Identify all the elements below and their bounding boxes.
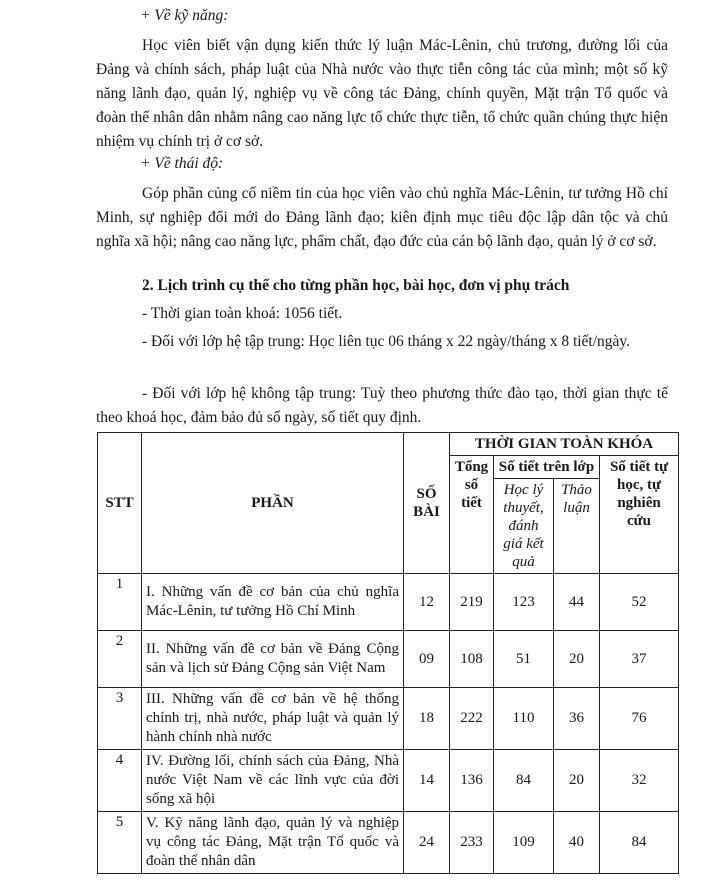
attitude-label: + Về thái độ: (140, 155, 224, 172)
row-thao-luan: 20 (554, 750, 600, 812)
full-time-class-line: - Đối với lớp hệ tập trung: Học liên tục 06 tháng x 22 ngày/tháng x 8 tiết/ngày. (142, 333, 631, 350)
row-so-bai: 24 (404, 812, 450, 874)
row-so-bai: 14 (404, 750, 450, 812)
header-thoi-gian-toan-khoa: THỜI GIAN TOÀN KHÓA (450, 433, 679, 456)
table-row (98, 631, 679, 688)
row-stt: 5 (98, 812, 142, 874)
row-tong: 108 (450, 631, 494, 688)
header-so-tiet-tren-lop: Số tiết trên lớp (494, 456, 600, 479)
part-time-class-line: - Đối với lớp hệ không tập trung: Tuỳ theo phương thức đào tạo, thời gian thực tế theo khoá học, đảm bảo đủ số ngày, số tiết quy định. (96, 385, 668, 426)
row-ly-thuyet: 84 (494, 750, 554, 812)
row-so-bai: 09 (404, 631, 450, 688)
row-ly-thuyet: 123 (494, 574, 554, 631)
skills-paragraph: Học viên biết vận dụng kiến thức lý luận Mác-Lênin, chủ trương, đường lối của Đảng và chính sách, pháp luật của Nhà nước vào thực tiễn công tác của mình; một số kỹ năng lãnh đạo, quản lý, nghiệp vụ về công tác Đảng, chính quyền, Mặt trận Tổ quốc và đoàn thể nhân dân nhằm nâng cao năng lực tổ chức thực tiễn, tổ chức quần chúng thực hiện nhiệm vụ chính trị ở cơ sở. (96, 37, 668, 150)
row-phan: I. Những vấn đề cơ bản của chủ nghĩa Mác-Lênin, tư tưởng Hồ Chí Minh (142, 574, 404, 631)
header-stt: STT (98, 433, 142, 574)
row-thao-luan: 44 (554, 574, 600, 631)
header-tu-hoc: Số tiết tự học, tự nghiên cứu (600, 456, 679, 574)
header-thao-luan: Thảo luận (554, 479, 600, 574)
skills-label: + Về kỹ năng: (140, 7, 229, 24)
table-row (98, 812, 679, 874)
row-phan: IV. Đường lối, chính sách của Đảng, Nhà nước Việt Nam về các lĩnh vực của đời sống xã hội (142, 750, 404, 812)
row-stt: 3 (98, 688, 142, 750)
row-thao-luan: 36 (554, 688, 600, 750)
table-row (98, 574, 679, 631)
row-stt: 4 (98, 750, 142, 812)
row-tu-hoc: 76 (600, 688, 679, 750)
row-tong: 219 (450, 574, 494, 631)
row-ly-thuyet: 110 (494, 688, 554, 750)
row-thao-luan: 20 (554, 631, 600, 688)
row-tong: 136 (450, 750, 494, 812)
header-hoc-ly-thuyet: Học lý thuyết, đánh giá kết quả (494, 479, 554, 574)
row-ly-thuyet: 109 (494, 812, 554, 874)
row-phan: V. Kỹ năng lãnh đạo, quản lý và nghiệp vụ công tác Đảng, Mặt trận Tổ quốc và đoàn thể nhân dân (142, 812, 404, 874)
section-heading: 2. Lịch trình cụ thể cho từng phần học, bài học, đơn vị phụ trách (142, 277, 570, 294)
table-row (98, 688, 679, 750)
attitude-paragraph: Góp phần củng cố niềm tin của học viên vào chủ nghĩa Mác-Lênin, tư tưởng Hồ chí Minh, sự nghiệp đổi mới do Đảng lãnh đạo; kiên định mục tiêu độc lập dân tộc và chủ nghĩa xã hội; nâng cao năng lực, phẩm chất, đạo đức của cán bộ lãnh đạo, quản lý ở cơ sở. (96, 185, 668, 250)
row-tu-hoc: 37 (600, 631, 679, 688)
header-phan: PHẦN (142, 433, 404, 574)
header-tong-so-tiet: Tổng số tiết (450, 456, 494, 574)
total-time-line: - Thời gian toàn khoá: 1056 tiết. (142, 305, 343, 322)
row-phan: II. Những vấn đề cơ bản về Đảng Cộng sản và lịch sử Đảng Cộng sản Việt Nam (142, 631, 404, 688)
row-so-bai: 18 (404, 688, 450, 750)
row-tu-hoc: 32 (600, 750, 679, 812)
table-row (98, 750, 679, 812)
row-tong: 233 (450, 812, 494, 874)
row-ly-thuyet: 51 (494, 631, 554, 688)
row-phan: III. Những vấn đề cơ bản về hệ thống chính trị, nhà nước, pháp luật và quản lý hành chính nhà nước (142, 688, 404, 750)
row-stt: 2 (98, 631, 142, 688)
header-so-bai: SỐ BÀI (404, 433, 450, 574)
row-so-bai: 12 (404, 574, 450, 631)
row-thao-luan: 40 (554, 812, 600, 874)
row-stt: 1 (98, 574, 142, 631)
row-tu-hoc: 52 (600, 574, 679, 631)
row-tu-hoc: 84 (600, 812, 679, 874)
row-tong: 222 (450, 688, 494, 750)
schedule-table (97, 432, 679, 874)
